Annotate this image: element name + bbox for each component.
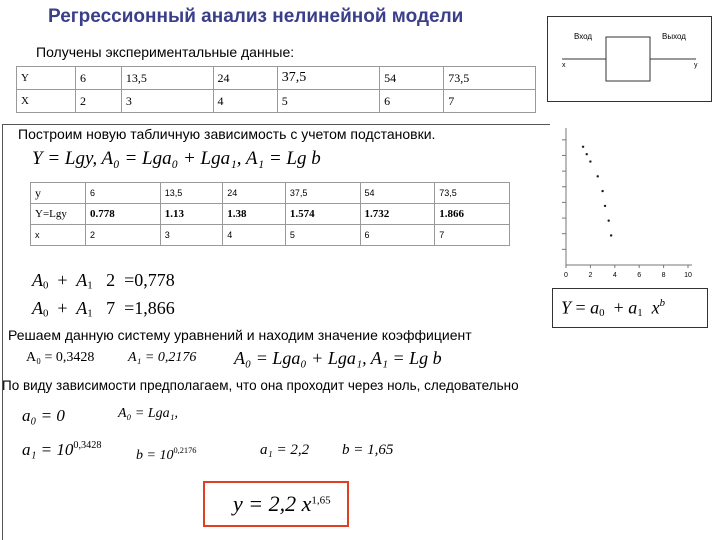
table-row xyxy=(17,67,536,90)
diagram-output-label: Выход xyxy=(662,32,686,41)
scatter-point xyxy=(582,146,584,148)
model-x: x xyxy=(651,297,660,318)
a1-base: a₁ = 10 xyxy=(22,440,74,460)
table-cell: 5 xyxy=(285,225,360,246)
diagram-y-mark: y xyxy=(694,62,698,69)
table-row xyxy=(31,204,510,225)
table-row xyxy=(17,90,536,113)
table-cell: Y=Lgy xyxy=(31,204,86,225)
scatter-point xyxy=(608,219,610,221)
table-cell: 24 xyxy=(213,67,277,90)
table-cell: 37,5 xyxy=(277,67,379,90)
model-a1: a xyxy=(628,297,638,318)
a0-eq: A₀ = Lga₁, xyxy=(118,406,179,421)
x-tick-label: 8 xyxy=(661,272,666,279)
table-cell: 6 xyxy=(360,225,435,246)
eq2-a0: A xyxy=(32,298,43,318)
model-a0: a xyxy=(590,297,600,318)
eq1-rhs: =0,778 xyxy=(124,270,175,290)
eq2-a1: A xyxy=(76,298,88,318)
scatter-point xyxy=(589,160,591,162)
solution-a1: A₁ = 0,2176 xyxy=(128,350,197,365)
table-cell: y xyxy=(31,183,86,204)
a1-value: a₁ = 2,2 xyxy=(260,442,310,458)
table-cell: 7 xyxy=(435,225,510,246)
x-tick-label: 10 xyxy=(684,272,692,279)
eq1-a0: A xyxy=(32,270,43,290)
model-plus: + xyxy=(613,297,624,318)
table-cell: 2 xyxy=(86,225,161,246)
b-base: b = 10 xyxy=(136,447,174,463)
table-cell: 7 xyxy=(444,90,536,113)
table-cell: 6 xyxy=(86,183,161,204)
eq1-mult: 2 xyxy=(106,270,116,290)
table-cell: 0.778 xyxy=(86,204,161,225)
result-exp: 1,65 xyxy=(311,494,331,507)
table-cell: 13,5 xyxy=(160,183,223,204)
table-cell: 3 xyxy=(160,225,223,246)
page-title: Регрессионный анализ нелинейной модели xyxy=(48,6,464,27)
table-cell: x xyxy=(31,225,86,246)
scatter-point xyxy=(610,234,612,236)
intro-text: Получены экспериментальные данные: xyxy=(36,44,295,60)
table-cell: 6 xyxy=(380,90,444,113)
a1-expr xyxy=(22,440,101,460)
table-cell: 1.866 xyxy=(435,204,510,225)
eq1-plus: + xyxy=(57,270,68,290)
table-cell: 37,5 xyxy=(285,183,360,204)
table-cell: 1.13 xyxy=(160,204,223,225)
transformed-data-table xyxy=(30,182,510,246)
left-border-line xyxy=(2,124,3,540)
table-cell: 24 xyxy=(223,183,286,204)
experimental-data-table xyxy=(16,66,536,113)
x-tick-label: 4 xyxy=(612,272,617,279)
scatter-point xyxy=(597,175,599,177)
table-cell: 3 xyxy=(121,90,213,113)
block-diagram-drawing xyxy=(548,17,711,101)
solution-repeat-formula: A₀ = Lga₀ + Lga₁, A₁ = Lg b xyxy=(234,348,442,368)
table-cell: 1.38 xyxy=(223,204,286,225)
scatter-point xyxy=(601,190,603,192)
model-exp: b xyxy=(659,297,666,309)
model-eq: = xyxy=(575,297,586,318)
table-cell: 6 xyxy=(76,67,122,90)
scatter-plot xyxy=(552,120,702,280)
assume-text: По виду зависимости предполагаем, что она проходит через ноль, следовательно xyxy=(2,378,519,393)
table-cell: Y xyxy=(17,67,76,90)
b-expr xyxy=(136,446,196,464)
equation-2: $A_0 + A_1$ 7 =1,866 xyxy=(32,298,175,320)
x-tick-label: 2 xyxy=(588,272,593,279)
table-cell: X xyxy=(17,90,76,113)
b-exp: 0,2176 xyxy=(173,446,197,455)
equation-1: $A_0 + A_1$ 2 =0,778 xyxy=(32,270,175,292)
table-row xyxy=(31,225,510,246)
table-row xyxy=(31,183,510,204)
table-cell: 4 xyxy=(223,225,286,246)
construct-text: Построим новую табличную зависимость с учетом подстановки. xyxy=(18,126,436,142)
scatter-point xyxy=(604,205,606,207)
diagram-x-mark: x xyxy=(562,62,566,69)
model-lhs: Y xyxy=(561,297,572,318)
b-value: b = 1,65 xyxy=(342,442,394,458)
solve-text: Решаем данную систему уравнений и находим значение коэффициент xyxy=(8,327,472,343)
eq2-mult: 7 xyxy=(106,298,116,318)
table-cell: 1.574 xyxy=(285,204,360,225)
substitution-formula: Y = Lgy, A₀ = Lga₀ + Lga₁, A₁ = Lg b xyxy=(32,148,321,169)
table-cell: 4 xyxy=(213,90,277,113)
scatter-point xyxy=(586,153,588,155)
block-diagram xyxy=(547,16,712,102)
table-cell: 2 xyxy=(76,90,122,113)
model-formula-box: $Y = a_0 + a_1$ $x^b$ xyxy=(552,288,708,328)
eq2-rhs: =1,866 xyxy=(124,298,175,318)
solution-a0: A₀ = 0,3428 xyxy=(26,350,95,365)
table-cell: 54 xyxy=(360,183,435,204)
a0-zero: a₀ = 0 xyxy=(22,406,65,425)
result-base: y = 2,2 x xyxy=(233,491,312,516)
eq2-plus: + xyxy=(57,298,68,318)
x-tick-label: 0 xyxy=(564,272,568,279)
result-formula-box xyxy=(203,481,349,527)
table-cell: 73,5 xyxy=(444,67,536,90)
x-tick-label: 6 xyxy=(637,272,642,279)
eq1-a1: A xyxy=(76,270,88,290)
table-cell: 73,5 xyxy=(435,183,510,204)
table-cell: 5 xyxy=(277,90,379,113)
section-border-line xyxy=(2,124,550,125)
diagram-input-label: Вход xyxy=(574,32,593,41)
a1-exp: 0,3428 xyxy=(73,440,102,451)
table-cell: 54 xyxy=(380,67,444,90)
table-cell: 13,5 xyxy=(121,67,213,90)
table-cell: 1.732 xyxy=(360,204,435,225)
